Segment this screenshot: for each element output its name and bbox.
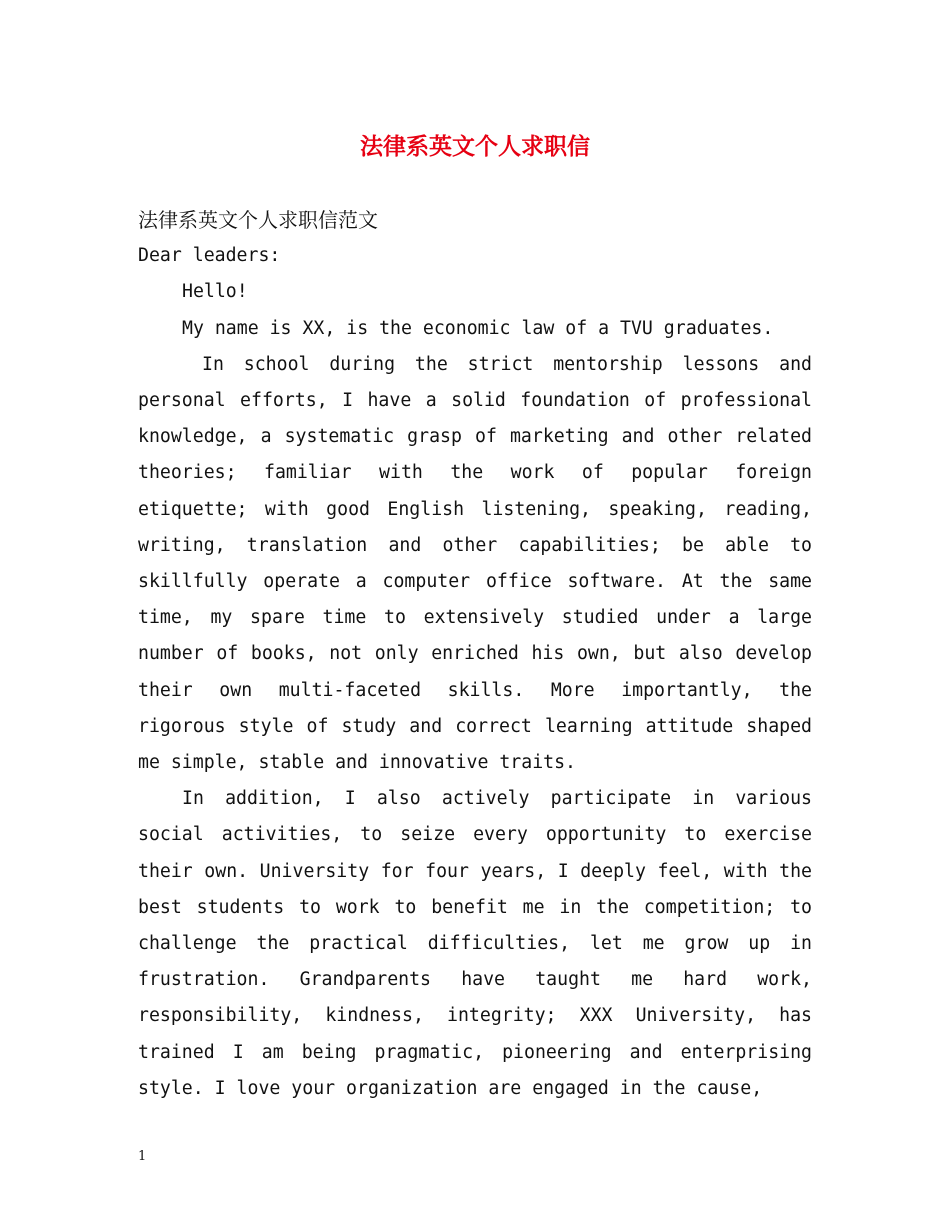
greeting: Hello! [182, 281, 248, 303]
paragraph-activities: In addition, I also actively participate in various social activities, to seize every opportunity to exercise their own. University for four years, I deeply feel, with the best students to work to benefit me in the competition; to challenge the practical difficulties, let me grow up in frustration. Grandparents have taught me hard work, responsibility, kindness, integrity; XXX University, has trained I am being pragmatic, pioneering and enterprising style. I love your organization are engaged in the cause, [138, 788, 812, 1099]
intro-line: My name is XX, is the economic law of a TVU graduates. [182, 317, 774, 339]
document-title: 法律系英文个人求职信 [360, 133, 590, 160]
page-number: 1 [138, 1149, 147, 1164]
paragraph-education: In school during the strict mentorship lessons and personal efforts, I have a solid foundation of professional knowledge, a systematic grasp of marketing and other related theories; familiar with the work of popular foreign etiquette; with good English listening, speaking, reading, writing, translation and other capabilities; be able to skillfully operate a computer office software. At the same time, my spare time to extensively studied under a large number of books, not only enriched his own, but also develop their own multi-faceted skills. More importantly, the rigorous style of study and correct learning attitude shaped me simple, stable and innovative traits. [138, 353, 812, 774]
letter-subtitle: 法律系英文个人求职信范文 [138, 208, 378, 232]
letter-body [138, 202, 812, 1107]
salutation: Dear leaders: [138, 245, 281, 267]
